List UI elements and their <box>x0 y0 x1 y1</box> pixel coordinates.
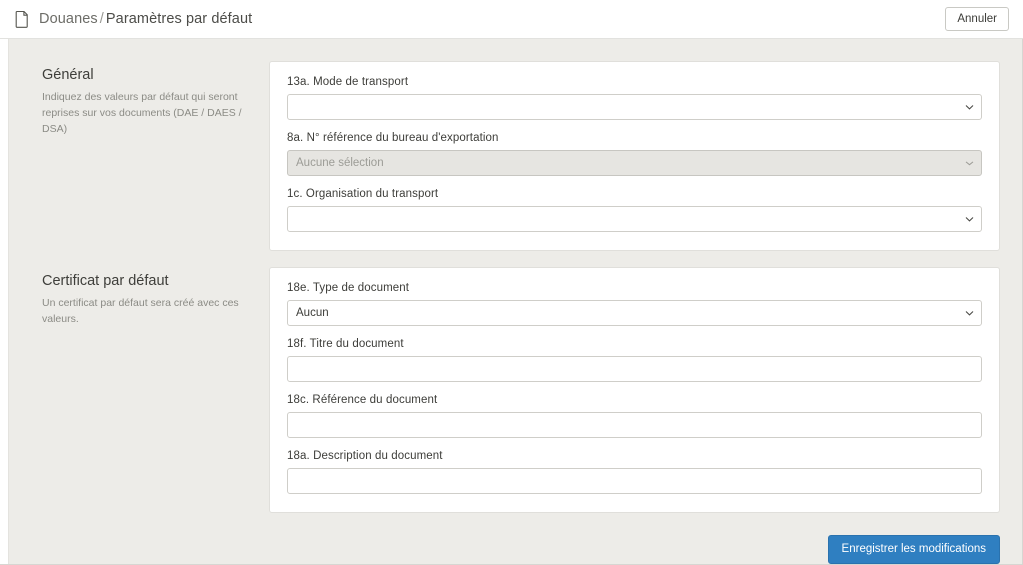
section-general <box>31 61 1000 251</box>
cancel-button[interactable]: Annuler <box>945 7 1009 32</box>
field-description-du-document <box>287 450 982 494</box>
header-right <box>945 7 1009 32</box>
field-titre-du-document-label: 18f. Titre du document <box>287 338 404 350</box>
mode-de-transport-select-wrap <box>287 94 982 120</box>
section-general-description: Indiquez des valeurs par défaut qui seront reprises sur vos documents (DAE / DAES / DSA) <box>42 91 242 135</box>
field-bureau-exportation-label: 8a. N° référence du bureau d'exportation <box>287 132 499 144</box>
field-mode-de-transport <box>287 76 982 120</box>
field-reference-du-document-label: 18c. Référence du document <box>287 394 438 406</box>
breadcrumb-root[interactable]: Douanes <box>39 11 98 27</box>
save-changes-button[interactable]: Enregistrer les modifications <box>828 535 1000 564</box>
breadcrumb-current: Paramètres par défaut <box>105 11 253 27</box>
section-certificat <box>31 267 1000 513</box>
actions-right <box>269 535 1000 564</box>
page-header <box>0 0 1023 39</box>
page-body <box>0 39 1023 565</box>
field-type-de-document-label: 18e. Type de document <box>287 282 410 294</box>
breadcrumb-separator: / <box>99 11 104 27</box>
description-du-document-input[interactable] <box>287 468 982 494</box>
form-actions <box>31 529 1000 564</box>
document-icon <box>14 10 30 28</box>
actions-spacer <box>31 535 269 564</box>
field-titre-du-document <box>287 338 982 382</box>
field-bureau-exportation <box>287 132 982 176</box>
section-general-aside <box>31 61 269 137</box>
section-certificat-card <box>269 267 1000 513</box>
mode-de-transport-select[interactable] <box>287 94 982 120</box>
section-general-card <box>269 61 1000 251</box>
bureau-exportation-select-wrap <box>287 150 982 176</box>
organisation-transport-select[interactable] <box>287 206 982 232</box>
field-reference-du-document <box>287 394 982 438</box>
titre-du-document-input[interactable] <box>287 356 982 382</box>
section-general-title: Général <box>42 67 94 83</box>
breadcrumb <box>39 11 252 27</box>
section-certificat-description: Un certificat par défaut sera créé avec ces valeurs. <box>42 297 239 325</box>
reference-du-document-input[interactable] <box>287 412 982 438</box>
field-mode-de-transport-label: 13a. Mode de transport <box>287 76 409 88</box>
bureau-exportation-select[interactable]: Aucune sélection <box>287 150 982 176</box>
settings-content <box>9 39 1022 564</box>
left-rail <box>0 39 9 564</box>
section-certificat-title: Certificat par défaut <box>42 273 169 289</box>
type-de-document-select-wrap <box>287 300 982 326</box>
field-type-de-document <box>287 282 982 326</box>
section-certificat-aside <box>31 267 269 328</box>
field-organisation-transport <box>287 188 982 232</box>
type-de-document-select[interactable]: Aucun <box>287 300 982 326</box>
header-left <box>14 10 252 28</box>
field-description-du-document-label: 18a. Description du document <box>287 450 443 462</box>
organisation-transport-select-wrap <box>287 206 982 232</box>
field-organisation-transport-label: 1c. Organisation du transport <box>287 188 439 200</box>
